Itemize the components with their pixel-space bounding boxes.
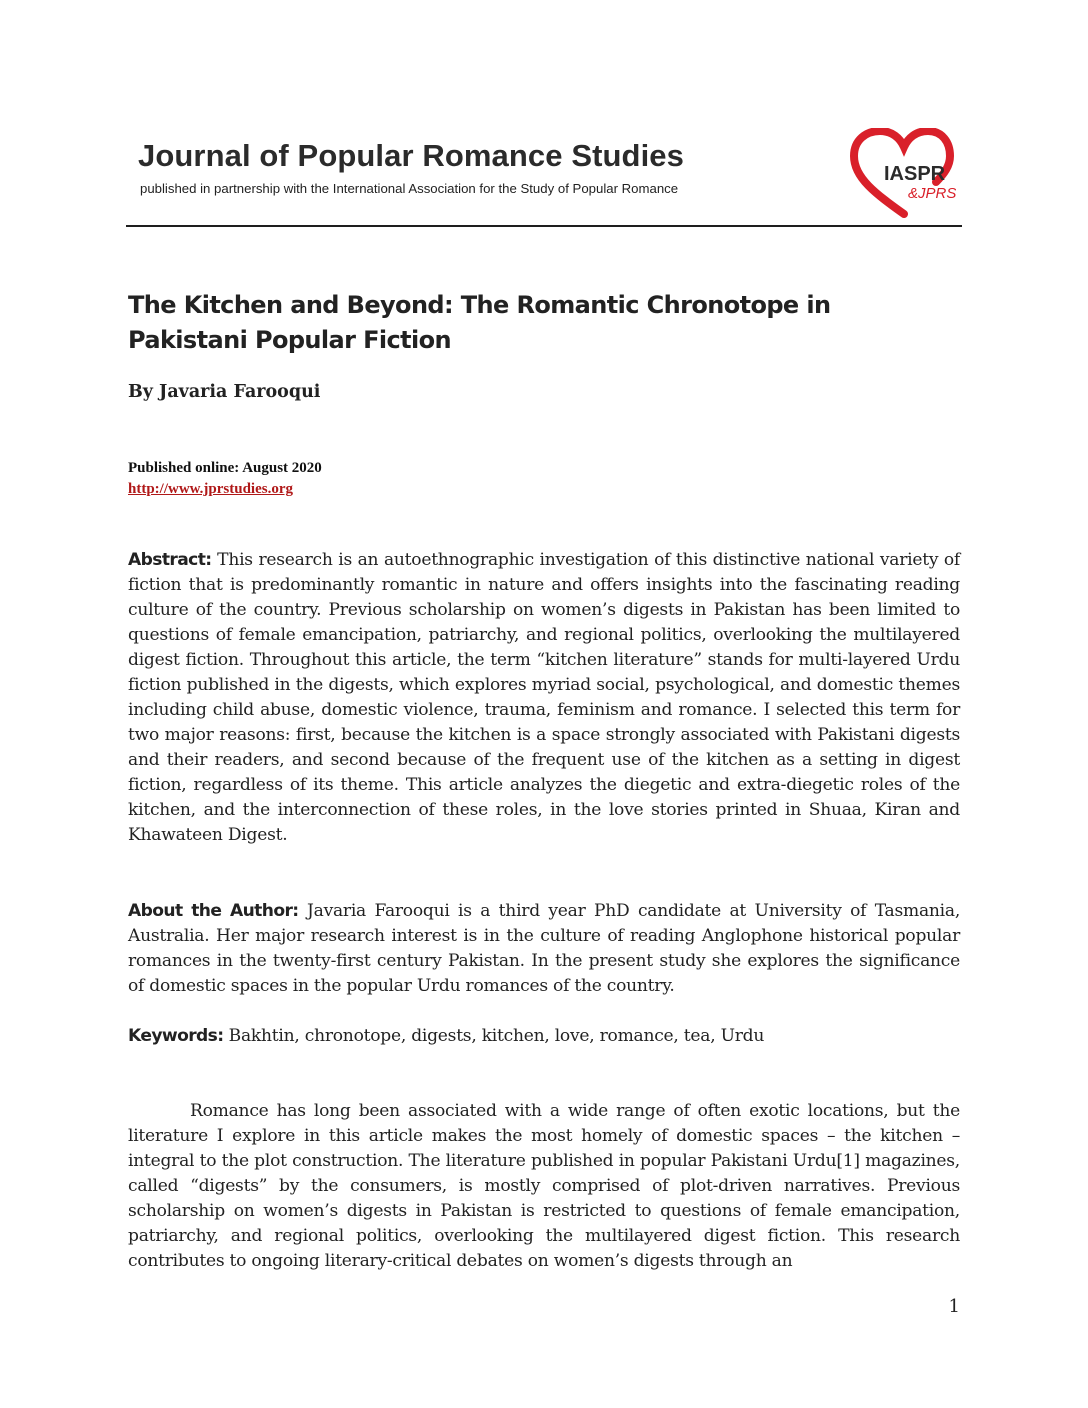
keywords-paragraph [128, 1024, 960, 1049]
journal-title: Journal of Popular Romance Studies [138, 138, 684, 173]
journal-url-link[interactable]: http://www.jprstudies.org [128, 481, 294, 497]
header-divider [126, 225, 962, 227]
about-author-label: About the Author: [128, 901, 299, 921]
about-author-text: Javaria Farooqui is a third year PhD candidate at University of Tasmania, Australia. Her major research interest is in the culture of reading Anglophone historical popular romances in the twenty-first century Pakistan. In the present study she explores the significance of domestic spaces in the popular Urdu romances of the country. [128, 901, 961, 996]
article-title: The Kitchen and Beyond: The Romantic Chronotope in Pakistani Popular Fiction [128, 291, 831, 354]
iaspr-jprs-logo [846, 128, 956, 220]
abstract-label: Abstract: [128, 550, 212, 570]
published-date: Published online: August 2020 [128, 460, 322, 476]
keywords-label: Keywords: [128, 1026, 224, 1046]
publication-info [128, 458, 322, 500]
logo-text-jprs: &JPRS [908, 185, 956, 202]
abstract-text: This research is an autoethnographic investigation of this distinctive national variety of fiction that is predominantly romantic in nature and offers insights into the fascinating reading culture of the country. Previous scholarship on women’s digests in Pakistan has been limited to questions of female emancipation, patriarchy, and regional politics, overlooking the multilayered digest fiction. Throughout this article, the term “kitchen literature” stands for multi-layered Urdu fiction published in the digests, which explores myriad social, psychological, and domestic themes including child abuse, domestic violence, trauma, feminism and romance. I selected this term for two major reasons: first, because the kitchen is a space strongly associated with Pakistani digests and their readers, and second because of the frequent use of the kitchen as a setting in digest fiction, regardless of its theme. This article analyzes the diegetic and extra-diegetic roles of the kitchen, and the interconnection of these roles, in the love stories printed in Shuaa, Kiran and Khawateen Digest. [128, 550, 960, 845]
abstract-paragraph [128, 548, 960, 848]
keywords-text: Bakhtin, chronotope, digests, kitchen, love, romance, tea, Urdu [223, 1026, 765, 1046]
logo-text-iaspr: IASPR [884, 163, 946, 185]
journal-subtitle: published in partnership with the International Association for the Study of Popular Romance [140, 181, 679, 196]
about-author-paragraph [128, 899, 960, 999]
journal-header [126, 128, 962, 228]
page-number: 1 [948, 1296, 960, 1317]
byline: By Javaria Farooqui [128, 382, 321, 402]
body-paragraph: Romance has long been associated with a wide range of often exotic locations, but the literature I explore in this article makes the most homely of domestic spaces – the kitchen – integral to the plot construction. The literature published in popular Pakistani Urdu[1] magazines, called “digests” by the consumers, is mostly comprised of plot-driven narratives. Previous scholarship on women’s digests in Pakistan is restricted to questions of female emancipation, patriarchy, and regional politics, overlooking the multilayered digest fiction. This research contributes to ongoing literary-critical debates on women’s digests through an [128, 1101, 960, 1271]
